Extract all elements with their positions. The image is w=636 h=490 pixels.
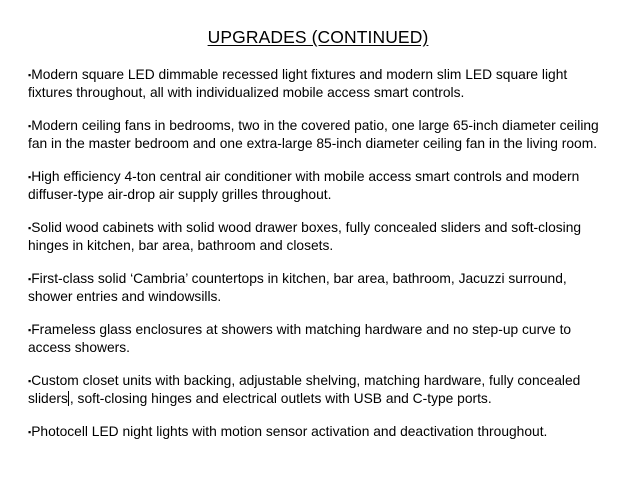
list-item (28, 372, 612, 407)
page-title: UPGRADES (CONTINUED) (207, 27, 429, 47)
list-item-text: Solid wood cabinets with solid wood drawer boxes, fully concealed sliders and soft-closing hinges in kitchen, bar area, bathroom and closets. (28, 220, 582, 253)
bullet-icon: ▪ (28, 70, 32, 80)
list-item (28, 117, 612, 152)
bullet-icon: ▪ (28, 274, 32, 284)
list-item-text: Custom closet units with backing, adjustable shelving, matching hardware, fully concealed sliders (28, 373, 581, 406)
list-item (28, 66, 612, 101)
list-item (28, 321, 612, 356)
list-item (28, 168, 612, 203)
text-cursor (68, 391, 69, 406)
list-item-text: Photocell LED night lights with motion sensor activation and deactivation throughout. (31, 424, 548, 439)
bullet-icon: ▪ (28, 427, 32, 437)
list-item (28, 423, 612, 441)
list-item-text: Frameless glass enclosures at showers with matching hardware and no step-up curve to access showers. (28, 322, 572, 355)
list-item-text: Modern ceiling fans in bedrooms, two in the covered patio, one large 65-inch diameter ceiling fan in the master bedroom and one extra-large 85-inch diameter ceiling fan in the living room. (28, 118, 599, 151)
bullet-icon: ▪ (28, 325, 32, 335)
bullet-icon: ▪ (28, 172, 32, 182)
list-item-text: High efficiency 4-ton central air conditioner with mobile access smart controls and modern diffuser-type air-drop air supply grilles throughout. (28, 169, 580, 202)
list-item (28, 270, 612, 305)
list-item-text: Modern square LED dimmable recessed light fixtures and modern slim LED square light fixtures throughout, all with individualized mobile access smart controls. (28, 67, 568, 100)
list-item (28, 219, 612, 254)
bullet-icon: ▪ (28, 223, 32, 233)
bullet-icon: ▪ (28, 376, 32, 386)
bullet-icon: ▪ (28, 121, 32, 131)
list-item-text: First-class solid ‘Cambria’ countertops in kitchen, bar area, bathroom, Jacuzzi surround, shower entries and windowsills. (28, 271, 567, 304)
list-item-text: , soft-closing hinges and electrical outlets with USB and C-type ports. (69, 391, 492, 406)
upgrade-list (28, 66, 612, 457)
